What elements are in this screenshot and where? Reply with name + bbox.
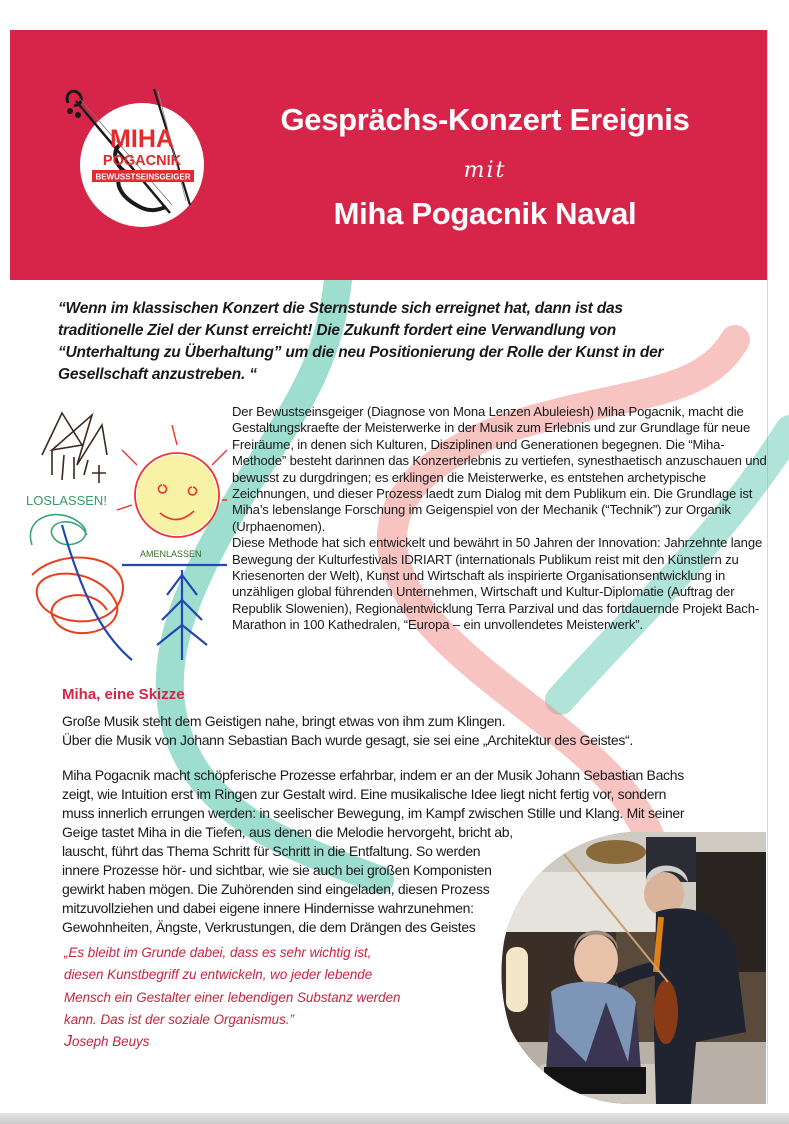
bio-paragraph-1: Der Bewustseinsgeiger (Diagnose von Mona Lenzen Abuleiesh) Miha Pogacnik, macht die Gestaltungskraefte der Meisterwerke in der Musik zum Erlebnis und zur Grundlage für neue Freiräume, in denen sich Kulturen, Disziplinen und Generationen begegnen. Die “Miha-Methode” besteht darinnen das Konzerterlebnis zu vertiefen, synesthaetisch anzuschauen und bewusst zu durgdringen; es erklingen die Meisterwerke, es entstehen archetypische Zeichnungen, und dieser Prozess laedt zum Dialog mit dem Publikum ein. Die Grundlage ist Miha’s lebenslange Forschung im Geigenspiel von der Mechanik (“Technik”) zur Organik (Urphaenomen). — [232, 404, 767, 534]
photo-violinist-with-guest — [496, 832, 766, 1104]
logo-name-line1: MIHA — [110, 125, 174, 153]
sketch-paragraph-1-line-2: Über die Musik von Johann Sebastian Bach wurde gesagt, sie sei eine „Architektur des Geistes“. — [62, 732, 633, 748]
tree-scribble — [42, 413, 107, 483]
drawing-word-1: LOSLASSEN! — [26, 493, 107, 508]
beuys-quote-line: Mensch ein Gestalter einer lebendigen Substanz werden — [64, 989, 401, 1005]
section-title: Miha, eine Skizze — [62, 686, 185, 703]
biography — [232, 404, 772, 634]
beuys-quote-line: diesen Kunstbegriff zu entwickeln, wo jeder lebende — [64, 967, 373, 983]
beuys-quote — [64, 942, 464, 1053]
intro-quote: “Wenn im klassischen Konzert die Sternstunde sich erreignet hat, dann ist das traditionelle Ziel der Kunst erreicht! Die Zukunft fordert eine Verwandlung von “Unterhaltung zu Überhaltung” um die neu Positionierung der Rolle der Kunst in der Gesellschaft anzustreben. “ — [58, 300, 664, 383]
sketch-paragraph-1 — [62, 712, 762, 750]
sketch-line: Miha Pogacnik macht schöpferische Prozesse erfahrbar, indem er an der Musik Johann Sebastian Bachs — [62, 767, 684, 783]
miha-pogacnik-logo — [60, 85, 205, 230]
title-line-1: Gesprächs-Konzert Ereignis — [280, 102, 690, 137]
sketch-line: mitzuvollziehen und dabei eigene innere Hindernisse wahrzunehmen: — [62, 900, 474, 916]
archetypal-drawing — [22, 395, 227, 665]
red-scribble — [32, 558, 123, 634]
quote-author: Joseph Beuys — [64, 1033, 150, 1051]
green-spiral-scribble — [30, 515, 87, 545]
title-line-2: Miha Pogacnik Naval — [333, 196, 637, 231]
sun-icon — [117, 425, 227, 537]
bio-paragraph-2: Diese Methode hat sich entwickelt und bewährt in 50 Jahren der Innovation: Jahrzehnte lange Bewegung der Kulturfestivals IDRIART (internationals Publikum reist mit den Künstlern zu Kriesenorten der Welt), Kunst und Wirtschaft als inspirierte Organisationsentwicklung in unzähligen global führenden Unternehmen, Wirtschaft und Kultur-Diplomatie (Auftrag der Republik Slowenien), Regionalentwicklung Terra Parzival und das fortdauernde Projekt Bach-Marathon in 100 Kathedralen, “Europa – ein unvollendetes Meisterwerk”. — [232, 535, 763, 633]
sketch-line: lauscht, führt das Thema Schritt für Schritt in die Entfaltung. So werden — [62, 843, 481, 859]
blue-tree-icon — [62, 525, 227, 660]
drawing-word-2: AMENLASSEN — [140, 549, 202, 559]
sketch-line: muss innerlich errungen werden: in seelischer Bewegung, im Kampf zwischen Stille und Klang. Mit seiner — [62, 805, 685, 821]
sketch-line: gewirkt haben mögen. Die Zuhörenden sind eingeladen, diesen Prozess — [62, 881, 490, 897]
sketch-line: zeigt, wie Intuition erst im Ringen zur Gestalt wird. Eine musikalische Idee liegt nicht fertig vor, sondern — [62, 786, 667, 802]
viewer-bottom-bar — [0, 1113, 789, 1124]
sketch-line: Gewohnheiten, Ängste, Verkrustungen, die dem Drängen des Geistes — [62, 919, 476, 935]
title-connector: mit — [463, 158, 507, 183]
beuys-quote-line: „Es bleibt im Grunde dabei, dass es sehr wichtig ist, — [64, 945, 372, 960]
sketch-line: innere Prozesse hör- und sichtbar, wie sie auch bei großen Komponisten — [62, 862, 492, 878]
sketch-line: Geige tastet Miha in die Tiefen, aus denen die Melodie hervorgeht, bricht ab, — [62, 824, 513, 840]
sketch-paragraph-1-line-1: Große Musik steht dem Geistigen nahe, bringt etwas von ihm zum Klingen. — [62, 713, 506, 729]
logo-tagline: BEWUSSTSEINSGEIGER — [95, 172, 191, 182]
logo-name-line2: POGACNIK — [102, 153, 182, 169]
beuys-quote-line: kann. Das ist der soziale Organismus.” — [64, 1011, 294, 1027]
